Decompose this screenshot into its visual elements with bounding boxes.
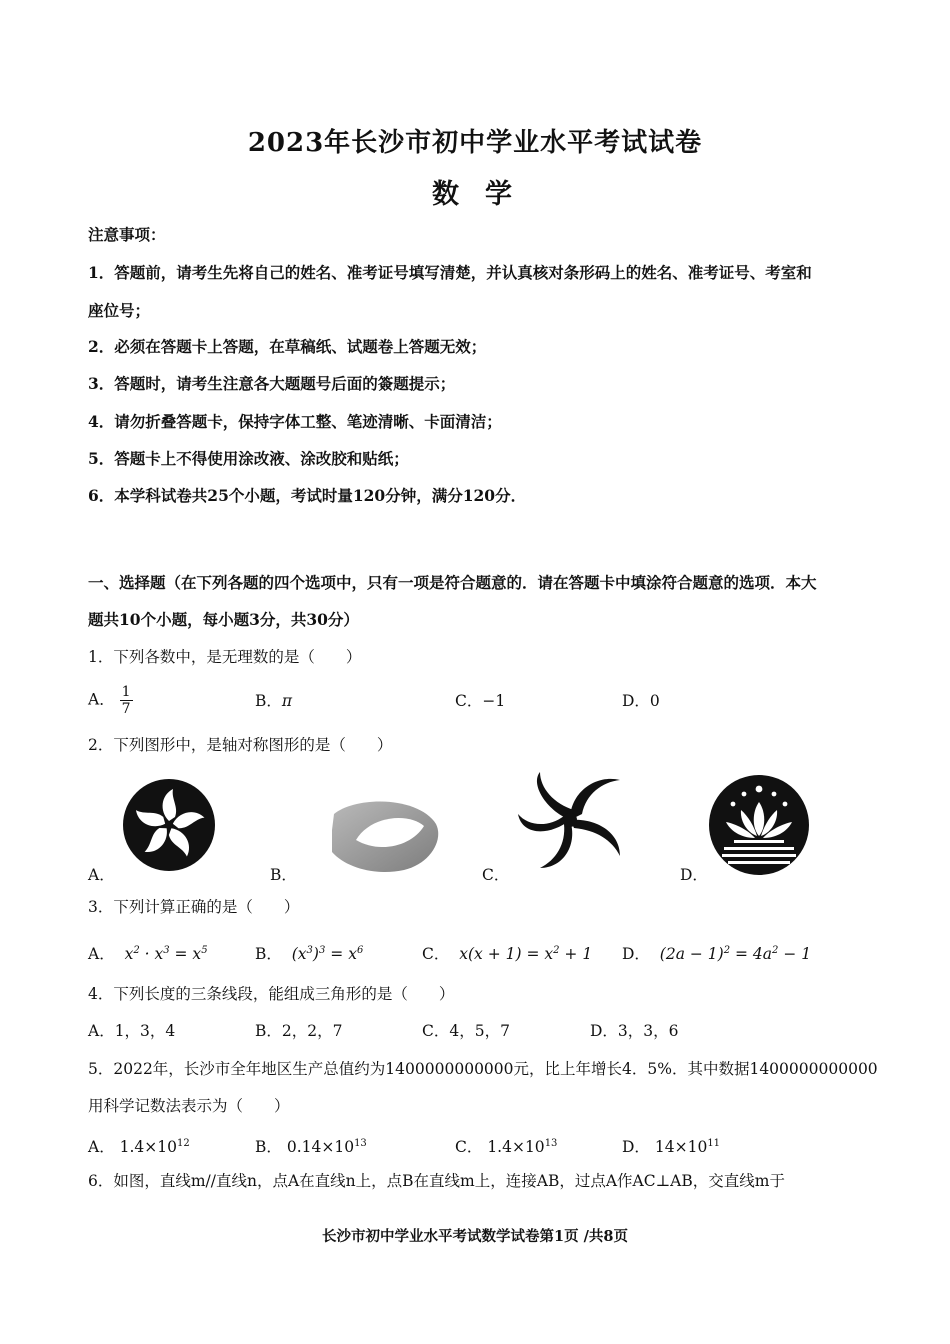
notice-item: 2．必须在答题卡上答题，在草稿纸、试题卷上答题无效； [88, 337, 487, 356]
q5-a-mantissa: 1.4×10 [119, 1138, 178, 1156]
q3-b-label: B． [255, 945, 282, 963]
q3-c-expression: $x(x + 1) = x^2 + 1$ [454, 945, 593, 963]
notice-item: 5．答题卡上不得使用涂改液、涂改胶和贴纸； [88, 449, 409, 468]
q5-a-exponent: 12 [177, 1138, 190, 1149]
q3-option-d [622, 940, 811, 965]
q5-a-label: A． [88, 1138, 115, 1156]
q3-d-expression: $(2a - 1)^2 = 4a^2 - 1$ [654, 945, 812, 963]
q3-b-expression: $(x^3)^3 = x^6$ [286, 945, 364, 963]
q1-option-d: D．0 [622, 692, 660, 710]
q1-b-value: π [281, 692, 293, 710]
q3-option-b [255, 940, 363, 965]
subject-title: 数学 [432, 179, 538, 210]
q1-option-a [88, 684, 133, 717]
q1-b-label: B． [255, 692, 282, 710]
q5-c-exponent: 13 [544, 1138, 558, 1149]
question-4-stem: 4．下列长度的三条线段，能组成三角形的是（ ） [88, 985, 455, 1003]
question-1-stem: 1．下列各数中，是无理数的是（ ） [88, 648, 362, 666]
q5-c-label: C． [455, 1138, 483, 1156]
section-heading-cont: 题共10个小题，每小题3分，共30分） [88, 610, 359, 629]
q5-c-mantissa: 1.4×10 [487, 1138, 545, 1156]
q2-option-a: A． [88, 866, 115, 884]
q5-b-mantissa: 0.14×10 [286, 1138, 355, 1156]
q3-option-c [422, 940, 592, 965]
question-6-stem: 6．如图，直线m//直线n，点A在直线n上，点B在直线m上，连接AB，过点A作AC⊥AB，交直线m于 [88, 1172, 785, 1190]
q5-b-label: B． [255, 1138, 282, 1156]
question-5-stem-cont: 用科学记数法表示为（ ） [88, 1097, 290, 1115]
q1-a-fraction [120, 684, 133, 717]
q4-option-d: D．3，3，6 [590, 1022, 679, 1040]
q5-option-d [622, 1133, 720, 1158]
q3-c-label: C． [422, 945, 450, 963]
notice-item: 4．请勿折叠答题卡，保持字体工整、笔迹清晰、卡面清洁； [88, 412, 502, 431]
q3-option-a [88, 940, 208, 965]
macau-emblem-figure [708, 774, 810, 876]
q1-option-c: C．−1 [455, 692, 506, 710]
q4-option-b: B．2，2，7 [255, 1022, 343, 1040]
swirl-logo-figure [516, 770, 624, 870]
exam-title: 2023年长沙市初中学业水平考试试卷 [247, 128, 703, 158]
q3-a-expression: $x^2 \cdot x^3 = x^5$ [119, 945, 208, 963]
q5-option-b [255, 1133, 367, 1158]
question-3-stem: 3．下列计算正确的是（ ） [88, 898, 300, 916]
q2-option-d: D． [680, 866, 708, 884]
q5-d-mantissa: 14×10 [654, 1138, 708, 1156]
notice-item: 6．本学科试卷共25个小题，考试时量120分钟，满分120分． [88, 486, 527, 505]
section-heading: 一、选择题（在下列各题的四个选项中，只有一项是符合题意的．请在答题卡中填涂符合题意的选项．本大 [88, 573, 817, 592]
q1-option-b [255, 690, 292, 712]
q5-option-a [88, 1133, 190, 1158]
q1-a-denominator: 7 [121, 701, 131, 717]
q5-d-exponent: 11 [707, 1138, 721, 1149]
q5-d-label: D． [622, 1138, 650, 1156]
q1-a-label: A． [88, 690, 115, 709]
notice-item: 3．答题时，请考生注意各大题题号后面的簽题提示； [88, 374, 456, 393]
q4-option-c: C．4，5，7 [422, 1022, 510, 1040]
question-2-stem: 2．下列图形中，是轴对称图形的是（ ） [88, 736, 393, 754]
notice-item: 1．答题前，请考生先将自己的姓名、准考证号填写清楚，并认真核对条形码上的姓名、准考证号、考室和 [88, 263, 812, 282]
q2-option-c: C． [482, 866, 510, 884]
q1-a-numerator: 1 [121, 684, 131, 700]
notice-item: 座位号； [88, 301, 151, 320]
q4-option-a: A．1，3，4 [88, 1022, 176, 1040]
q3-d-label: D． [622, 945, 650, 963]
notice-heading: 注意事项： [88, 225, 166, 244]
q2-option-b: B． [270, 866, 297, 884]
q3-a-label: A． [88, 945, 115, 963]
q5-b-exponent: 13 [354, 1138, 367, 1149]
page-footer: 长沙市初中学业水平考试数学试卷第1页 /共8页 [321, 1228, 629, 1245]
hong-kong-emblem-figure [122, 778, 216, 872]
question-5-stem: 5．2022年，长沙市全年地区生产总值约为1400000000000元，比上年增长4．5%．其中数据1400000000000 [88, 1060, 878, 1078]
q5-option-c [455, 1133, 557, 1158]
crescent-ring-figure [326, 796, 442, 876]
